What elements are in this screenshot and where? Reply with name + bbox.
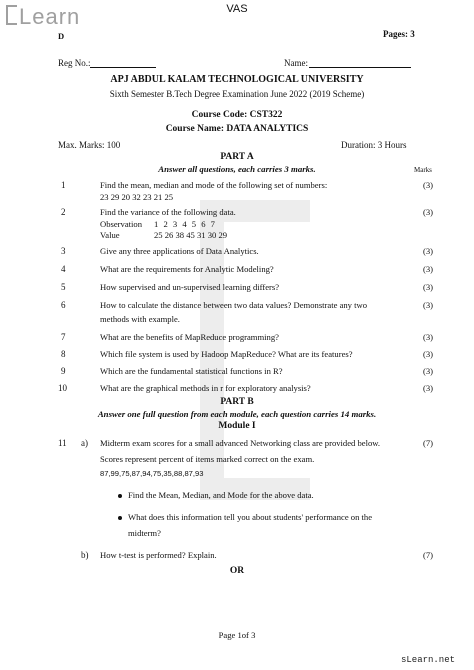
question-number: 10 [58, 383, 67, 393]
question-text: Give any three applications of Data Analytics. [100, 246, 259, 256]
exam-scores: 87,99,75,87,94,75,35,88,87,93 [100, 469, 204, 478]
or-separator: OR [229, 566, 245, 576]
name-blank [309, 67, 411, 68]
part-a-title: PART A [220, 152, 254, 162]
question-marks: (7) [423, 550, 434, 560]
question-text: Find the mean, median and mode of the following set of numbers: [100, 180, 328, 190]
bullet-text-line2: midterm? [128, 528, 161, 538]
question-text: Midterm exam scores for a small advanced Networking class are provided below. [100, 438, 381, 448]
question-text: How supervised and un-supervised learning differs? [100, 282, 280, 292]
name-label: Name: [284, 58, 308, 68]
question-number: 2 [61, 207, 66, 217]
question-number: 3 [61, 246, 66, 256]
question-marks: (3) [423, 349, 434, 359]
bullet-text: Find the Mean, Median, and Mode for the above data. [128, 490, 314, 500]
question-marks: (3) [423, 207, 434, 217]
question-number: 11 [58, 438, 67, 448]
pages-count: Pages: 3 [383, 29, 415, 39]
question-number: 4 [61, 264, 66, 274]
question-text: Find the variance of the following data. [100, 207, 236, 217]
subquestion-label: b) [81, 550, 89, 560]
bullet-item [118, 511, 372, 523]
duration: Duration: 3 Hours [341, 140, 407, 150]
question-text-line2: Scores represent percent of items marked correct on the exam. [100, 454, 315, 464]
question-marks: (3) [423, 383, 434, 393]
course-name: Course Name: DATA ANALYTICS [165, 124, 309, 134]
course-code: Course Code: CST322 [191, 110, 283, 120]
value-label: Value [100, 230, 120, 240]
bullet-text: What does this information tell you about students' performance on the [128, 512, 373, 522]
top-watermark-text: VAS [226, 3, 248, 15]
question-text-line2: 23 29 20 32 23 21 25 [100, 192, 174, 202]
question-marks: (3) [423, 282, 434, 292]
part-b-instruction: Answer one full question from each module, each question carries 14 marks. [97, 409, 377, 419]
page-number: Page 1of 3 [218, 630, 256, 640]
paper-set-label: D [58, 31, 65, 41]
question-text: Which are the fundamental statistical functions in R? [100, 366, 283, 376]
university-name: APJ ABDUL KALAM TECHNOLOGICAL UNIVERSITY [110, 74, 364, 85]
part-a-instruction: Answer all questions, each carries 3 marks. [158, 164, 316, 174]
question-number: 8 [61, 349, 66, 359]
exam-title: Sixth Semester B.Tech Degree Examination June 2022 (2019 Scheme) [109, 89, 365, 99]
question-marks: (3) [423, 264, 434, 274]
question-text: How t-test is performed? Explain. [100, 550, 217, 560]
question-text: What are the benefits of MapReduce programming? [100, 332, 279, 342]
question-number: 1 [61, 180, 66, 190]
question-number: 6 [61, 300, 66, 310]
module-title: Module I [218, 421, 256, 431]
bullet-icon [118, 494, 122, 498]
question-marks: (3) [423, 246, 434, 256]
question-number: 5 [61, 282, 66, 292]
part-b-title: PART B [220, 397, 254, 407]
reg-no-blank [90, 67, 156, 68]
question-number: 7 [61, 332, 66, 342]
question-number: 9 [61, 366, 66, 376]
max-marks: Max. Marks: 100 [58, 140, 121, 150]
question-text: How to calculate the distance between two data values? Demonstrate any two [100, 300, 368, 310]
value-values: 25 26 38 45 31 30 29 [154, 230, 228, 240]
bullet-item [118, 489, 314, 501]
site-watermark: sLearn.net [401, 655, 456, 665]
observation-values: 1 2 3 4 5 6 7 [154, 219, 215, 229]
question-marks: (3) [423, 180, 434, 190]
question-marks: (7) [423, 438, 434, 448]
reg-no-label: Reg No.: [58, 58, 91, 68]
marks-column-header: Marks [414, 166, 432, 174]
question-text: What are the requirements for Analytic Modeling? [100, 264, 274, 274]
question-text: What are the graphical methods in r for exploratory analysis? [100, 383, 311, 393]
question-text: Which file system is used by Hadoop MapReduce? What are its features? [100, 349, 353, 359]
observation-label: Observation [100, 219, 143, 229]
question-marks: (3) [423, 332, 434, 342]
question-text-line2: methods with example. [100, 314, 180, 324]
question-marks: (3) [423, 366, 434, 376]
logo-text: Learn [19, 4, 81, 29]
bullet-icon [118, 516, 122, 520]
subquestion-label: a) [81, 438, 88, 448]
question-marks: (3) [423, 300, 434, 310]
